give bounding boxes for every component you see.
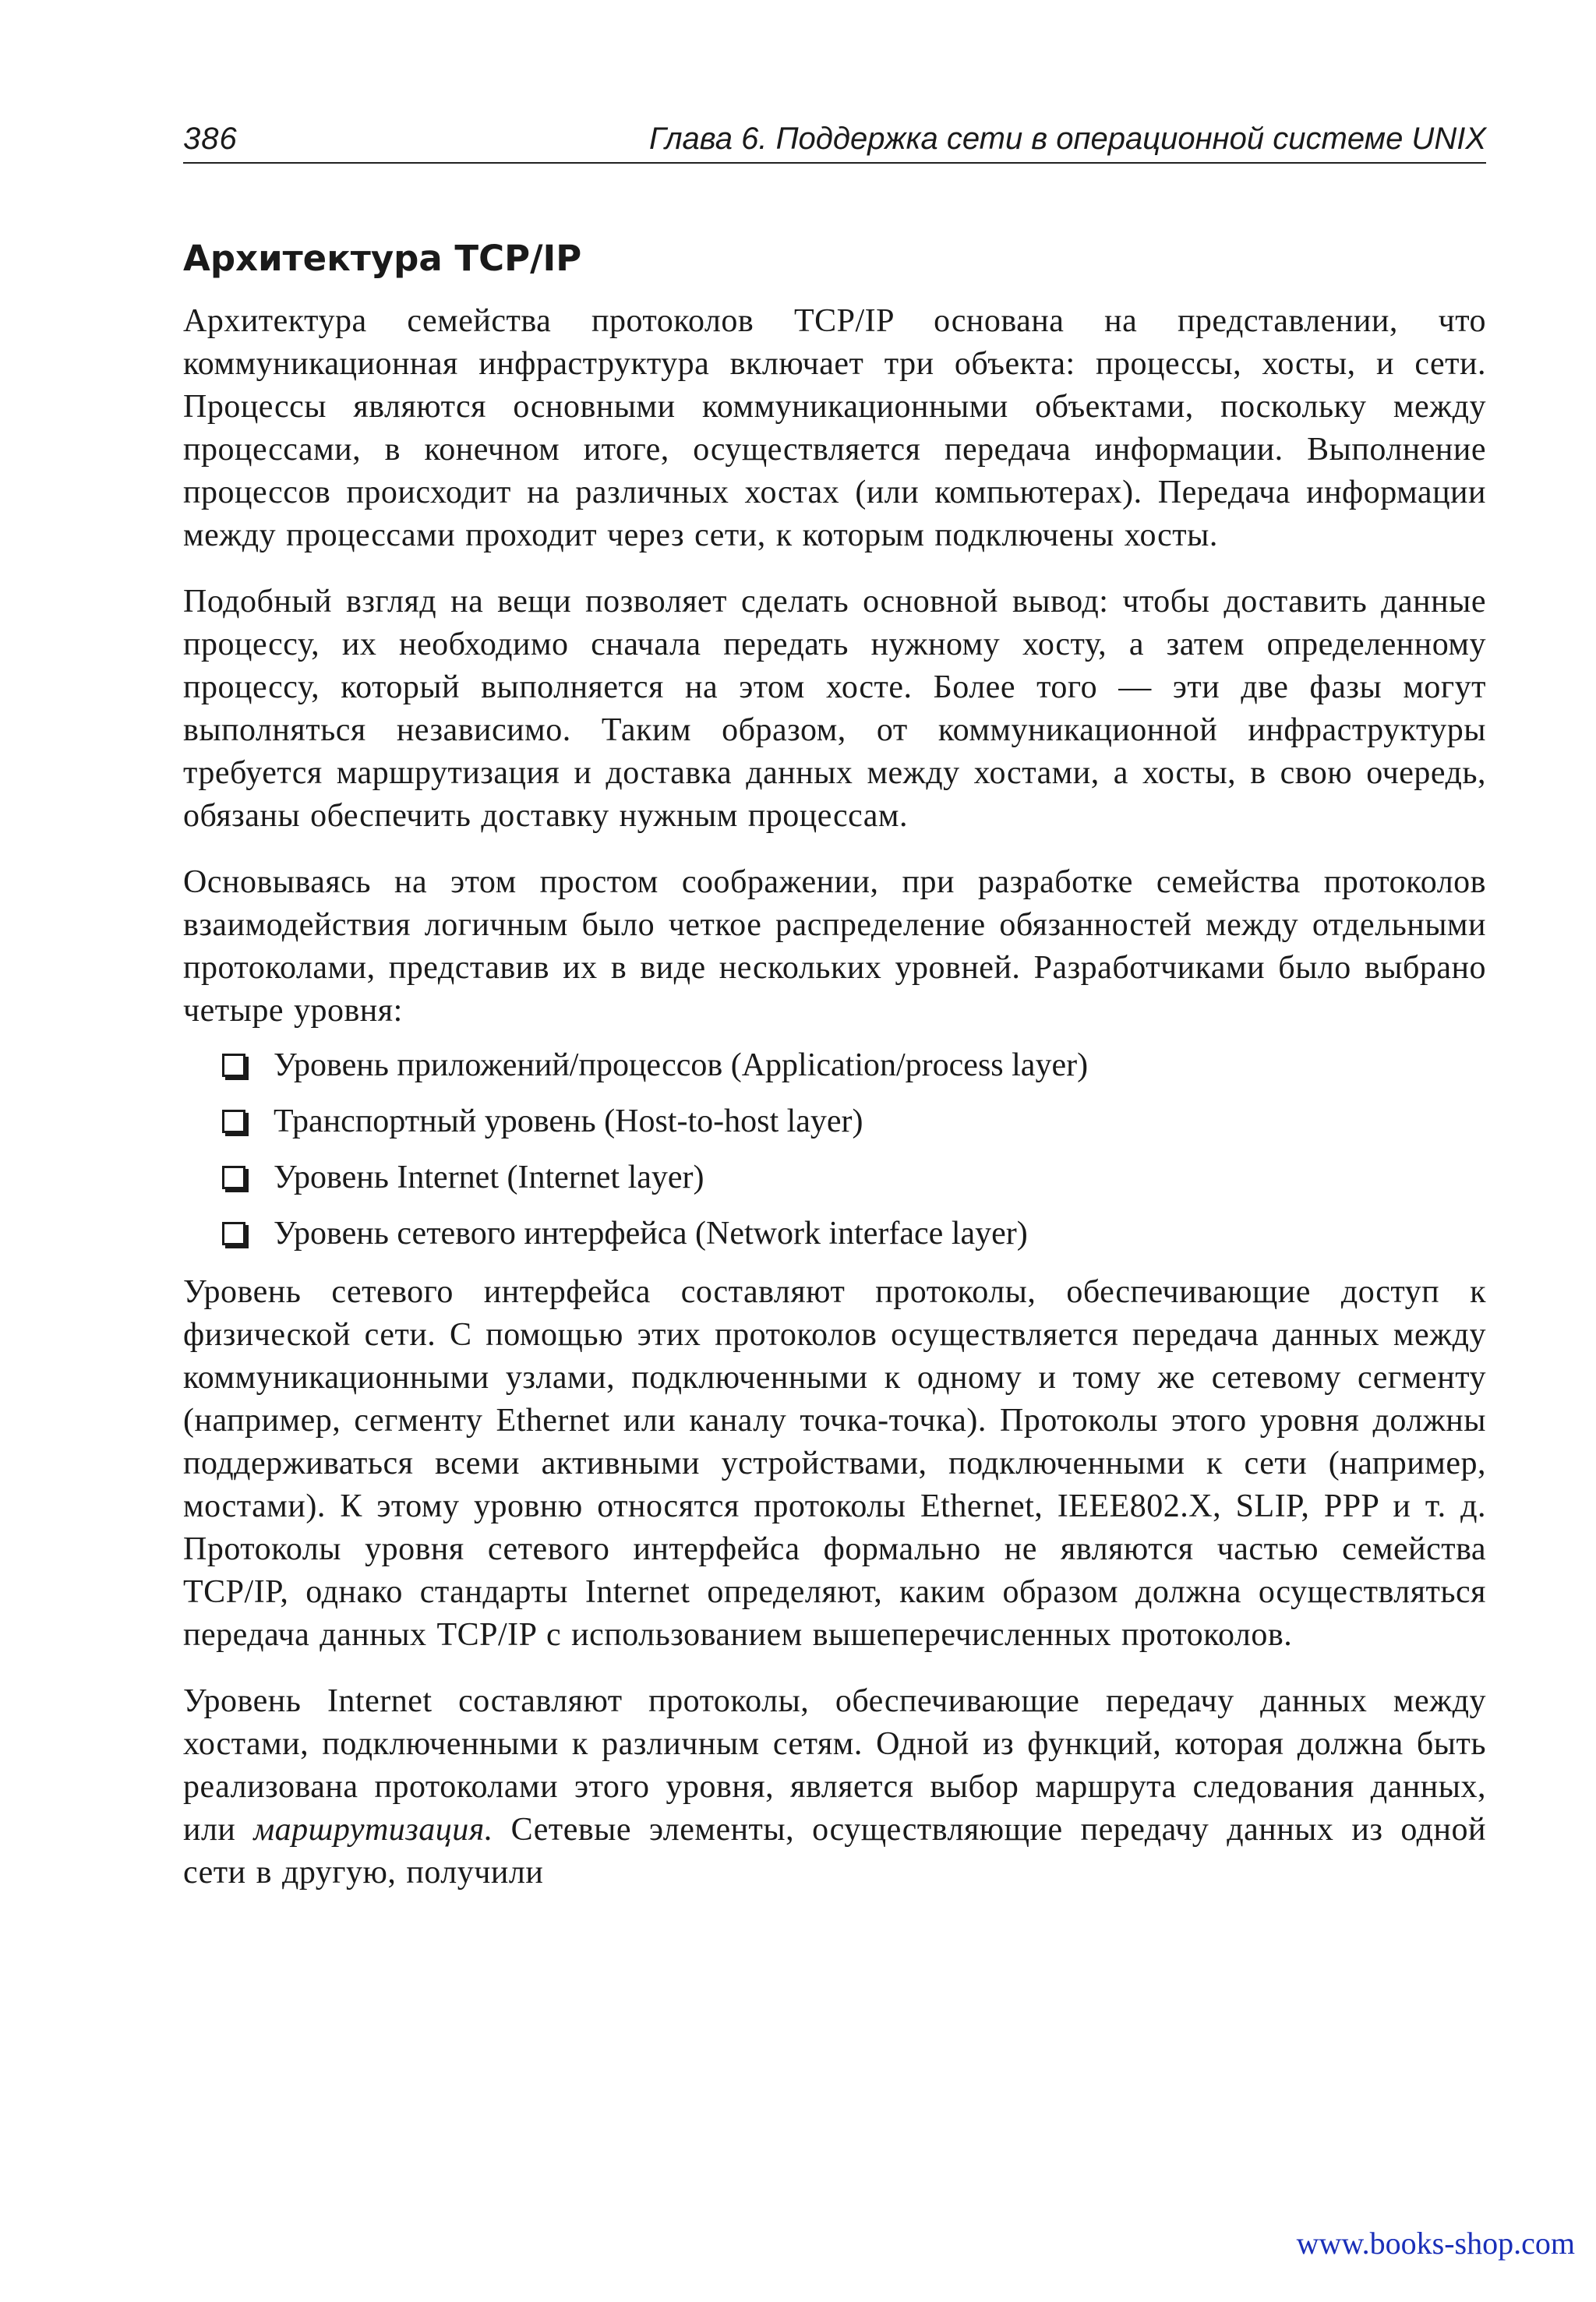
running-title: Глава 6. Поддержка сети в операционной системе UNIX — [648, 122, 1486, 156]
checkbox-square-icon — [222, 1054, 245, 1077]
paragraph-4: Уровень сетевого интерфейса составляют протоколы, обеспечивающие доступ к физической сети. С помощью этих протоколов осуществляется передача данных между коммуникационными узлами, подключенными к одному и тому же сетевому сегменту (например, сегменту Ethernet или каналу точка-точка). Протоколы этого уровня должны поддерживаться всеми активными устройствами, подключенными к сети (например, мостами). К этому уровню относятся протоколы Ethernet, IEEE802.X, SLIP, PPP и т. д. Протоколы уровня сетевого интерфейса формально не являются частью семейства TCP/IP, однако стандарты Internet определяют, каким образом должна осуществляться передача данных TCP/IP с использованием вышеперечисленных протоколов. — [183, 1274, 1486, 1653]
list-item-text: Транспортный уровень (Host-to-host layer) — [274, 1103, 863, 1139]
paragraph-2: Подобный взгляд на вещи позволяет сделать основной вывод: чтобы доставить данные процессу, их необходимо сначала передать нужному хосту, а затем определенному процессу, который выполняется на этом хосте. Более того — эти две фазы могут выполняться независимо. Таким образом, от коммуникационной инфраструктуры требуется маршрутизация и доставка данных между хостами, а хосты, в свою очередь, обязаны обеспечить доставку нужным процессам. — [183, 584, 1486, 834]
paragraph-5 — [183, 1680, 1486, 1894]
checkbox-square-icon — [222, 1166, 245, 1189]
paragraph-5-start: Уровень Internet составляют протоколы, обеспечивающие передачу данных между хостами, подключенными к различным сетям. Одной из функций, которая должна быть реализована протоколами этого уровня, является выбор маршрута следования данных, или — [183, 1683, 1486, 1848]
checkbox-square-icon — [222, 1222, 245, 1245]
page-number: 386 — [183, 122, 238, 156]
list-item-text: Уровень Internet (Internet layer) — [274, 1160, 704, 1195]
page-header — [183, 118, 1486, 164]
routing-term: маршрутизация. — [253, 1812, 493, 1848]
layer-list — [222, 1037, 1486, 1262]
section-title: Архитектура TCP/IP — [183, 238, 582, 279]
list-item — [222, 1206, 1486, 1262]
list-item-text: Уровень приложений/процессов (Application/process layer) — [274, 1047, 1089, 1083]
list-item — [222, 1093, 1486, 1149]
paragraph-3: Основываясь на этом простом соображении, при разработке семейства протоколов взаимодействия логичным было четкое распределение обязанностей между отдельными протоколами, представив их в виде нескольких уровней. Разработчиками было выбрано четыре уровня: — [183, 864, 1486, 1029]
watermark: www.books-shop.com — [1296, 2226, 1575, 2261]
body-text — [183, 300, 1486, 1918]
paragraph-1: Архитектура семейства протоколов TCP/IP основана на представлении, что коммуникационная инфраструктура включает три объекта: процессы, хосты, и сети. Процессы являются основными коммуникационными объектами, поскольку между процессами, в конечном итоге, осуществляется передача информации. Выполнение процессов происходит на различных хостах (или компьютерах). Передача информации между процессами проходит через сети, к которым подключены хосты. — [183, 303, 1486, 553]
checkbox-square-icon — [222, 1110, 245, 1133]
list-item — [222, 1037, 1486, 1093]
paragraph-5-end: Сетевые элементы, осуществляющие передачу данных из одной сети в другую, получили — [183, 1812, 1486, 1891]
list-item — [222, 1149, 1486, 1206]
list-item-text: Уровень сетевого интерфейса (Network interface layer) — [274, 1216, 1028, 1252]
